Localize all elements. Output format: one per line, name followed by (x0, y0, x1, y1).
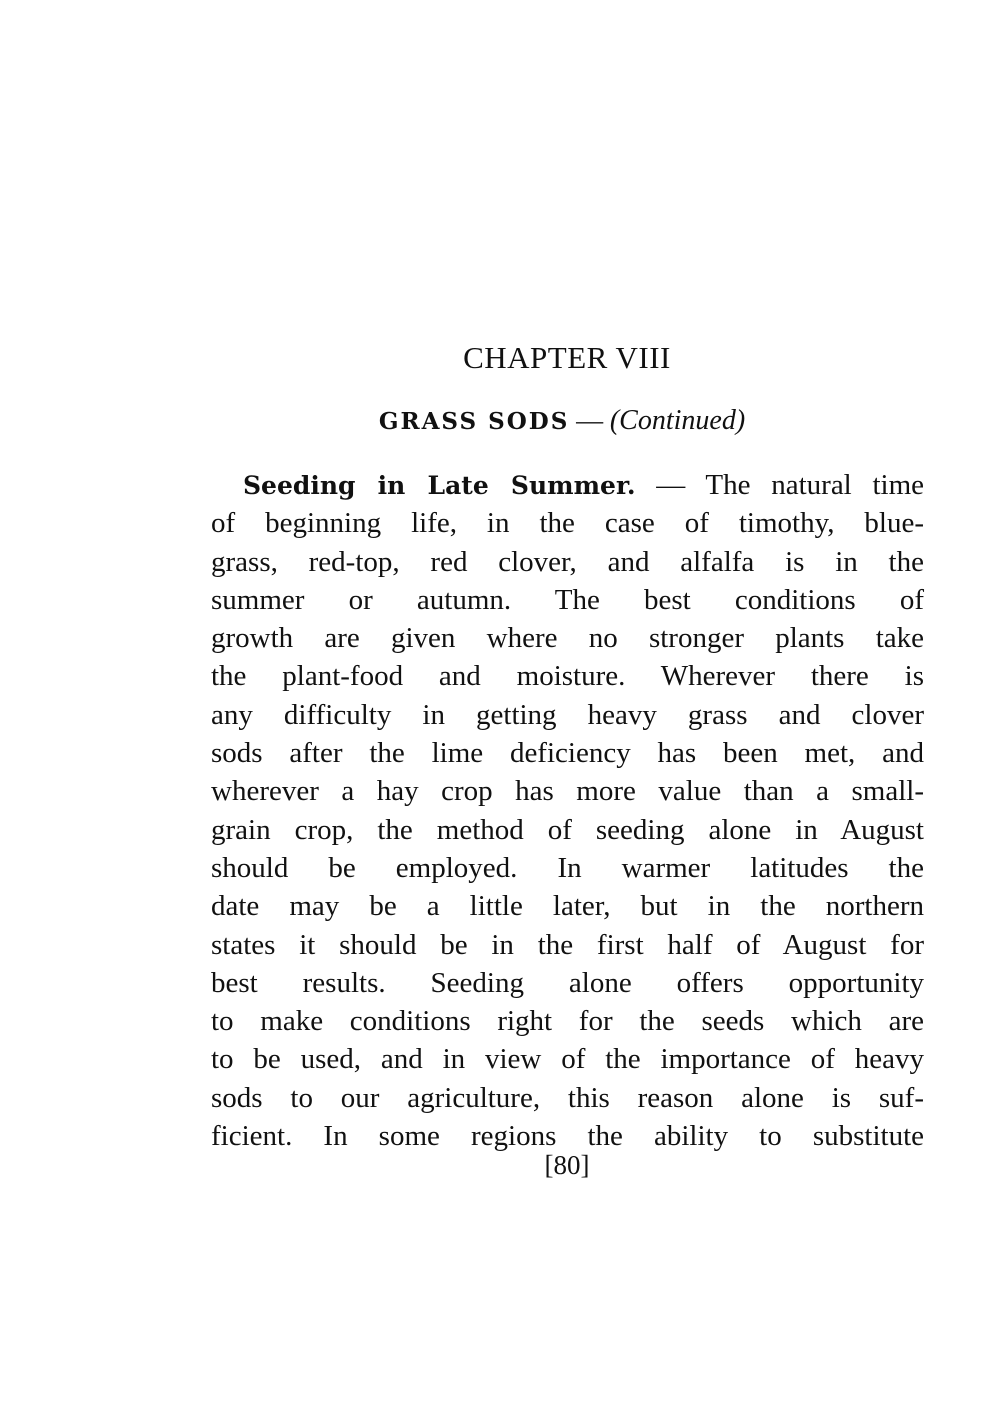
subtitle-main: GRASS SODS (378, 408, 570, 435)
text-line: to be used, and in view of the importance of heavy (211, 1043, 924, 1076)
text-line (211, 466, 924, 504)
text-line: growth are given where no stronger plants take (211, 622, 924, 655)
body-text (211, 466, 924, 1155)
text-line: states it should be in the first half of August for (211, 928, 924, 961)
page-number: [80] (544, 1150, 590, 1180)
text-line: of beginning life, in the case of timothy, blue- (211, 507, 924, 540)
text-line: the plant-food and moisture. Wherever there is (211, 660, 924, 693)
text-line-content: — The natural time (635, 469, 924, 501)
text-line: ficient. In some regions the ability to substitute (211, 1120, 924, 1153)
text-line: best results. Seeding alone offers opportunity (211, 966, 924, 999)
text-line: sods after the lime deficiency has been met, and (211, 737, 924, 770)
chapter-title: CHAPTER VIII (463, 340, 671, 375)
text-line: any difficulty in getting heavy grass and clover (211, 698, 924, 731)
text-line: to make conditions right for the seeds which are (211, 1005, 924, 1038)
text-line: grain crop, the method of seeding alone in August (211, 813, 924, 846)
text-line: should be employed. In warmer latitudes the (211, 851, 924, 884)
text-line: grass, red-top, red clover, and alfalfa is in the (211, 545, 924, 578)
section-lead-in: Seeding in Late Summer. (243, 471, 636, 500)
text-line: summer or autumn. The best conditions of (211, 583, 924, 616)
subtitle-continued: (Continued) (609, 405, 746, 436)
text-line: sods to our agriculture, this reason alone is suf- (211, 1081, 924, 1114)
text-line: date may be a little later, but in the northern (211, 890, 924, 923)
chapter-subtitle (0, 405, 1000, 437)
text-line: wherever a hay crop has more value than a small- (211, 775, 924, 808)
subtitle-dash: — (569, 405, 610, 435)
